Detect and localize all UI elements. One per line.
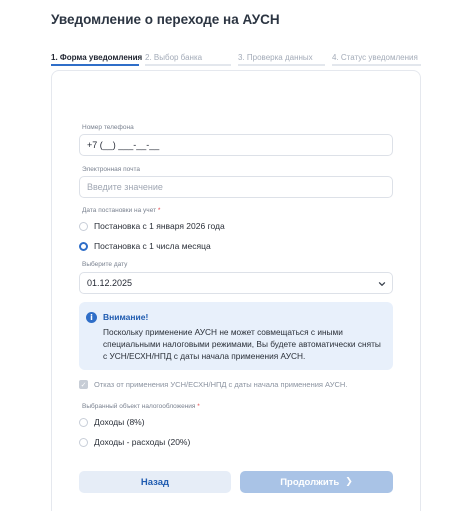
chevron-right-icon: ❯ [345,477,353,487]
radio-button-checked[interactable] [79,242,88,251]
chevron-down-icon[interactable] [378,280,386,288]
radio-label: Доходы - расходы (20%) [94,437,191,447]
radio-button[interactable] [79,222,88,231]
page-title: Уведомление о переходе на АУСН [51,12,280,27]
step-status[interactable]: 4. Статус уведомления [332,53,418,62]
step-progress-review [238,64,325,66]
date-select[interactable] [79,272,393,294]
step-progress-active [51,64,139,66]
radio-button[interactable] [79,418,88,427]
waiver-label: Отказ от применения УСН/ЕСХН/НПД с даты начала применения АУСН. [94,380,348,389]
radio-label: Доходы (8%) [94,417,145,427]
phone-value: +7 (__) ___-__-__ [87,140,160,150]
phone-field[interactable] [79,134,393,156]
radio-button[interactable] [79,438,88,447]
radio-label: Постановка с 1 числа месяца [94,241,211,251]
info-icon: i [86,312,97,323]
radio-option-january[interactable] [79,221,225,231]
required-mark: * [157,207,161,214]
alert-text: Поскольку применение АУСН не может совмещаться с иными специальными налоговыми режимами, Вы будете автоматически сняты с УСН/ЕСХН/НПД с даты начала применения АУСН. [103,327,381,361]
registration-label [82,207,160,214]
step-progress-bank [145,64,231,66]
required-mark: * [197,403,200,410]
step-progress-status [332,64,421,66]
radio-option-income[interactable] [79,417,145,427]
step-review[interactable]: 3. Проверка данных [238,53,313,62]
waiver-checkbox-row[interactable] [79,380,347,389]
alert-title: Внимание! [103,312,149,322]
registration-label-text: Дата постановки на учет [82,207,157,214]
warning-alert [79,302,393,370]
phone-label: Номер телефона [82,124,134,131]
radio-option-income-expenses[interactable] [79,437,190,447]
tax-object-label-text: Выбранный объект налогообложения [82,403,196,410]
tax-object-label [82,403,200,410]
step-bank[interactable]: 2. Выбор банка [145,53,203,62]
email-placeholder: Введите значение [87,182,163,192]
back-button[interactable] [79,471,231,493]
radio-option-month[interactable] [79,241,211,251]
date-label: Выберите дату [82,261,128,268]
date-value: 01.12.2025 [87,278,133,288]
checkbox-checked[interactable]: ✓ [80,380,87,389]
continue-button[interactable] [240,471,393,493]
email-field[interactable] [79,176,393,198]
step-form[interactable]: 1. Форма уведомления [51,53,143,62]
stepper [51,53,421,66]
radio-label: Постановка с 1 января 2026 года [94,221,225,231]
continue-button-label: Продолжить [280,476,340,488]
back-button-label: Назад [140,476,170,488]
email-label: Электронная почта [82,166,141,173]
